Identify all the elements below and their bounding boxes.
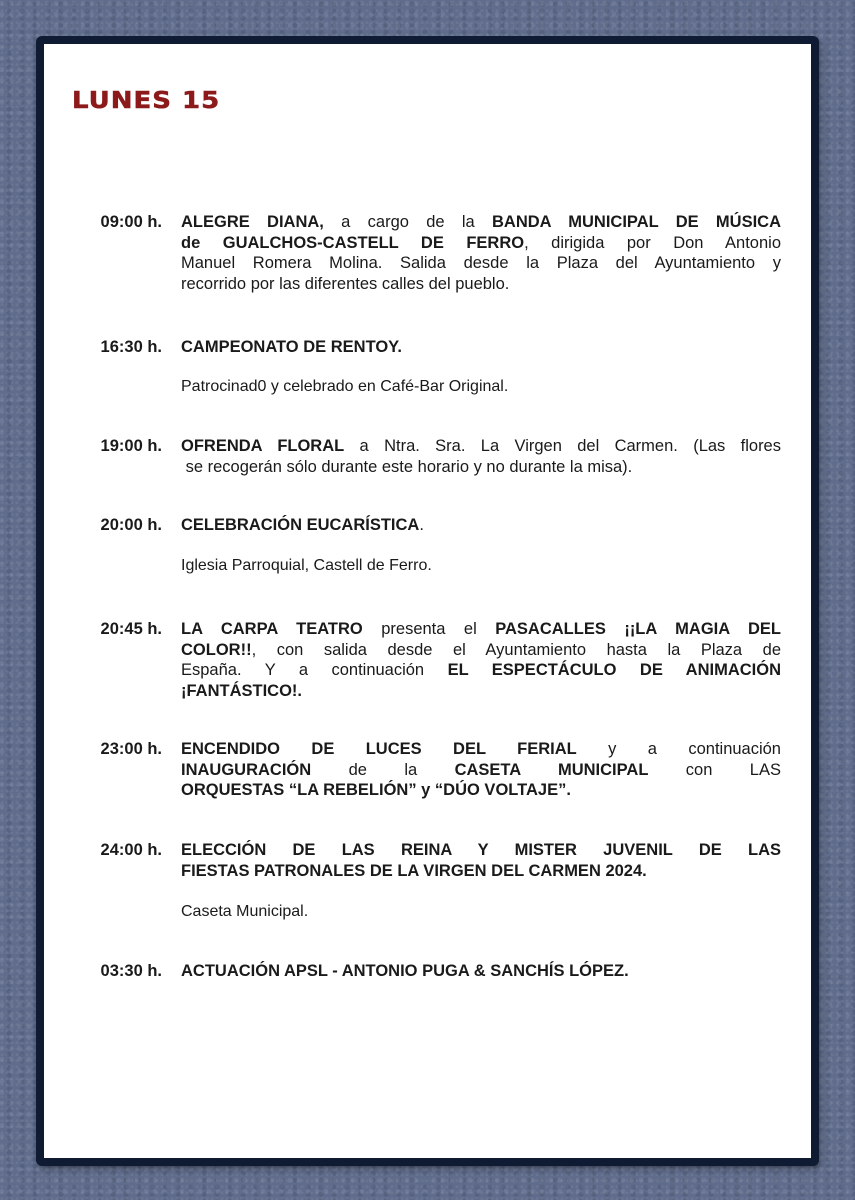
bold-text: PASACALLES ¡¡LA MAGIA DEL [495,620,782,638]
event-time: 19:00 h. [100,437,162,455]
bold-text: OFRENDA FLORAL [181,437,345,455]
bold-text: ELECCIÓN DE LAS REINA Y MISTER JUVENIL DE LAS [181,841,781,859]
description-line [181,961,781,982]
description-line [181,515,781,536]
bold-text: INAUGURACIÓN [181,760,312,779]
plain-text: y a continuación [576,740,781,758]
event-description [181,515,781,536]
bold-text: ENCENDIDO DE LUCES DEL FERIAL [181,740,577,758]
description-line [181,253,781,274]
description-line [181,640,781,661]
event-description [181,961,781,982]
event-description [181,337,781,358]
description-line [181,861,781,882]
event-description [181,619,781,701]
bold-text: de GUALCHOS-CASTELL DE FERRO [181,233,525,252]
bold-text: ORQUESTAS “LA REBELIÓN” y “DÚO VOLTAJE”. [181,781,571,799]
event-description [181,212,781,294]
bold-text: ACTUACIÓN APSL - ANTONIO PUGA & SANCHÍS LÓPEZ. [181,962,629,980]
event-time: 16:30 h. [100,338,162,356]
description-line [181,840,781,861]
description-line [181,760,781,781]
plain-text: , dirigida por Don Antonio [524,233,781,252]
bold-text: ¡FANTÁSTICO!. [181,681,302,700]
bold-text: EL ESPECTÁCULO DE ANIMACIÓN [447,661,781,679]
bold-text: ALEGRE DIANA, [181,213,324,231]
description-line [181,780,781,801]
event-description [181,739,781,801]
plain-text: presenta el [362,620,496,638]
bold-text: CASETA MUNICIPAL [454,760,649,779]
bold-text: BANDA MUNICIPAL DE MÚSICA [492,213,781,231]
event-note: Patrocinad0 y celebrado en Café-Bar Original. [181,378,509,395]
event-time: 24:00 h. [100,841,162,859]
plain-text: con LAS [648,760,781,779]
plain-text: recorrido por las diferentes calles del pueblo. [181,274,510,293]
page-frame [36,36,819,1166]
description-line [181,457,781,478]
event-description [181,436,781,477]
event-time: 20:00 h. [100,516,162,534]
event-time: 09:00 h. [100,213,162,231]
plain-text: de la [311,760,455,779]
description-line [181,274,781,295]
bold-text: FIESTAS PATRONALES DE LA VIRGEN DEL CARMEN 2024. [181,861,647,880]
description-line [181,436,781,457]
program-page [44,44,811,1158]
description-line [181,660,781,681]
plain-text: se recogerán sólo durante este horario y no durante la misa). [181,457,633,476]
event-time: 20:45 h. [100,620,162,638]
bold-text: COLOR!! [181,640,252,659]
description-line [181,681,781,702]
plain-text: a cargo de la [323,213,492,231]
plain-text: Manuel Romera Molina. Salida desde la Plaza del Ayuntamiento y [181,254,781,272]
plain-text: España. Y a continuación [181,661,448,679]
event-note: Caseta Municipal. [181,903,309,920]
event-description [181,840,781,881]
event-time: 23:00 h. [100,740,162,758]
description-line [181,337,781,358]
bold-text: LA CARPA TEATRO [181,620,363,638]
event-note: Iglesia Parroquial, Castell de Ferro. [181,557,432,574]
bold-text: CELEBRACIÓN EUCARÍSTICA [181,516,420,534]
event-time: 03:30 h. [100,962,162,980]
description-line [181,619,781,640]
description-line [181,233,781,254]
bold-text: CAMPEONATO DE RENTOY. [181,338,402,356]
plain-text: , con salida desde el Ayuntamiento hasta la Plaza de [251,640,781,659]
plain-text: a Ntra. Sra. La Virgen del Carmen. (Las flores [344,437,781,455]
description-line [181,739,781,760]
description-line [181,212,781,233]
plain-text: . [419,516,424,534]
page-title: LUNES 15 [72,87,221,115]
